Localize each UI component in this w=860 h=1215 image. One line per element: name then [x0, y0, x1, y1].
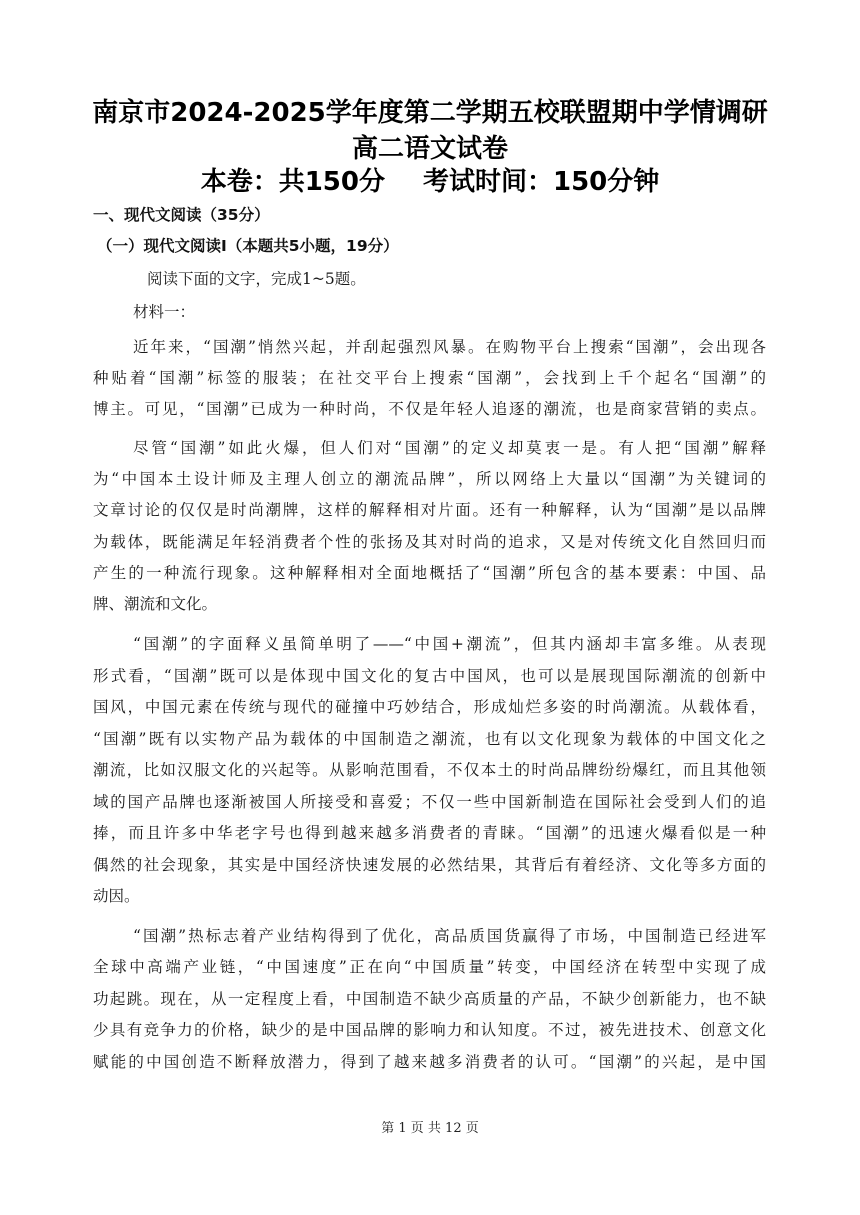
passage-line: 全球中高端产业链，“中国速度”正在向“中国质量”转变，中国经济在转型中实现了成 — [93, 958, 766, 976]
passage-line: 文章讨论的仅仅是时尚潮牌，这样的解释相对片面。还有一种解释，认为“国潮”是以品牌 — [93, 501, 766, 519]
passage-line: 少具有竞争力的价格，缺少的是中国品牌的影响力和认知度。不过，被先进技术、创意文化 — [93, 1021, 766, 1039]
passage-line: “国潮”的字面释义虽简单明了——“中国+潮流”，但其内涵却丰富多维。从表现 — [133, 635, 766, 653]
exam-subject: 高二语文试卷 — [351, 134, 508, 164]
passage-line: 为载体，既能满足年轻消费者个性的张扬及其对时尚的追求，又是对传统文化自然回归而 — [93, 533, 766, 551]
passage-line: 材料一： — [133, 303, 196, 321]
exam-info — [90, 161, 770, 198]
passage-line: 博主。可见，“国潮”已成为一种时尚，不仅是年轻人追逐的潮流，也是商家营销的卖点。 — [93, 400, 766, 418]
subsection-heading: （一）现代文阅读Ⅰ（本题共5小题，19分） — [97, 237, 399, 255]
passage-line: 种贴着“国潮”标签的服装；在社交平台上搜索“国潮”，会找到上千个起名“国潮”的 — [93, 369, 766, 387]
passage-line: 产生的一种流行现象。这种解释相对全面地概括了“国潮”所包含的基本要素：中国、品 — [93, 564, 766, 582]
passage-line: “国潮”热标志着产业结构得到了优化，高品质国货赢得了市场，中国制造已经进军 — [133, 927, 766, 945]
total-score: 本卷：共150分 — [200, 167, 385, 197]
page-footer: 第 1 页 共 12 页 — [381, 1121, 479, 1136]
passage-line: 尽管“国潮”如此火爆，但人们对“国潮”的定义却莫衷一是。有人把“国潮”解释 — [133, 439, 766, 457]
passage-line: 潮流，比如汉服文化的兴起等。从影响范围看，不仅本土的时尚品牌纷纷爆红，而且其他领 — [93, 761, 766, 779]
passage-line: 国风，中国元素在传统与现代的碰撞中巧妙结合，形成灿烂多姿的时尚潮流。从载体看， — [93, 698, 766, 716]
exam-duration: 考试时间：150分钟 — [423, 167, 660, 197]
exam-title: 南京市2024-2025学年度第二学期五校联盟期中学情调研 — [92, 98, 768, 128]
passage-line: 功起跳。现在，从一定程度上看，中国制造不缺少高质量的产品，不缺少创新能力，也不缺 — [93, 990, 766, 1008]
passage-line: 近年来，“国潮”悄然兴起，并刮起强烈风暴。在购物平台上搜索“国潮”，会出现各 — [133, 338, 766, 356]
passage-line: 牌、潮流和文化。 — [93, 595, 218, 613]
passage-line: 阅读下面的文字，完成1~5题。 — [147, 270, 366, 288]
passage-line: 偶然的社会现象，其实是中国经济快速发展的必然结果，其背后有着经济、文化等多方面的 — [93, 856, 766, 874]
passage-line: 为“中国本土设计师及主理人创立的潮流品牌”，所以网络上大量以“国潮”为关键词的 — [93, 470, 766, 488]
passage-line: 捧，而且许多中华老字号也得到越来越多消费者的青睐。“国潮”的迅速火爆看似是一种 — [93, 824, 766, 842]
passage-line: “国潮”既有以实物产品为载体的中国制造之潮流，也有以文化现象为载体的中国文化之 — [93, 730, 766, 748]
passage-line: 赋能的中国创造不断释放潜力，得到了越来越多消费者的认可。“国潮”的兴起，是中国 — [93, 1053, 766, 1071]
passage-line: 域的国产品牌也逐渐被国人所接受和喜爱；不仅一些中国新制造在国际社会受到人们的追 — [93, 793, 766, 811]
passage-line: 动因。 — [93, 887, 140, 905]
passage-line: 形式看，“国潮”既可以是体现中国文化的复古中国风，也可以是展现国际潮流的创新中 — [93, 667, 766, 685]
section-heading: 一、现代文阅读（35分） — [93, 206, 270, 224]
